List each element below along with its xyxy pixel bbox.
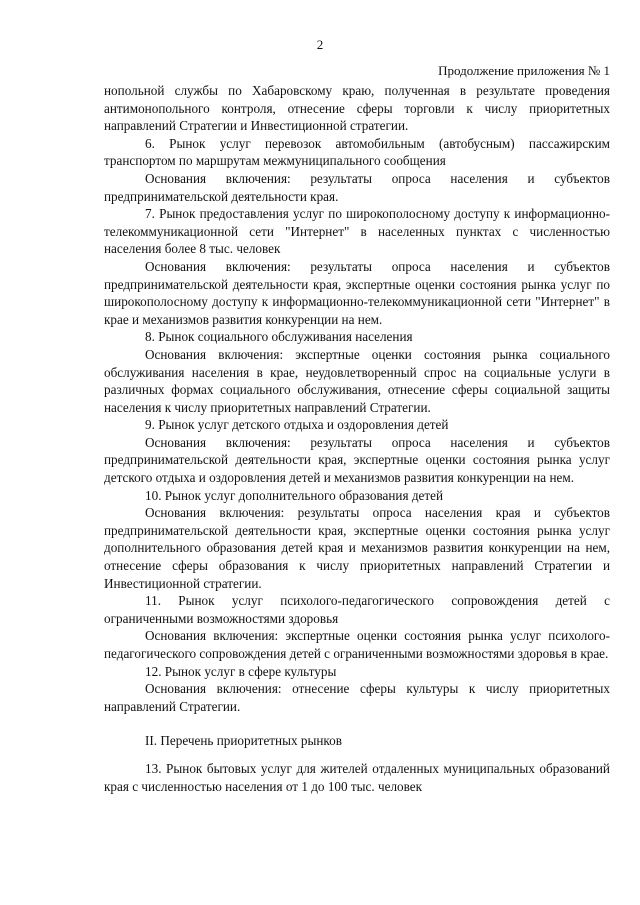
inclusion-basis: Основания включения: отнесение сферы культуры к числу приоритетных направлений Стратегии.	[104, 681, 610, 714]
market-item-11: 11. Рынок услуг психолого-педагогического сопровождения детей с ограниченными возможностями здоровья	[104, 593, 610, 626]
market-item-12: 12. Рынок услуг в сфере культуры	[145, 663, 337, 679]
market-item-9: 9. Рынок услуг детского отдыха и оздоровления детей	[145, 417, 449, 433]
market-item-7: 7. Рынок предоставления услуг по широкополосному доступу к информационно-телекоммуникационной сети "Интернет" в населенных пунктах с численностью населения более 8 тыс. человек	[104, 206, 610, 257]
inclusion-basis: Основания включения: результаты опроса населения и субъектов предпринимательской деятельности края, экспертные оценки состояния рынка услуг по широкополосному доступу к информационно-телекоммуникационной сети "Интернет" в крае и механизмов развития конкуренции на нем.	[104, 258, 610, 327]
inclusion-basis: Основания включения: экспертные оценки состояния рынка социального обслуживания населения в крае, неудовлетворенный спрос на социальные услуги в различных формах социального обслуживания, отнесение сферы социальной защиты населения к числу приоритетных направлений Стратегии.	[104, 346, 610, 415]
inclusion-basis: Основания включения: результаты опроса населения и субъектов предпринимательской деятельности края.	[104, 170, 610, 204]
paragraph: нопольной службы по Хабаровскому краю, полученная в результате проведения антимонопольного контроля, отнесение сферы торговли к числу приоритетных направлений Стратегии и Инвестиционной стратегии.	[104, 83, 610, 134]
document-body	[104, 82, 610, 795]
page-number: 2	[316, 37, 324, 52]
inclusion-basis: Основания включения: результаты опроса населения края и субъектов предпринимательской деятельности края, экспертные оценки состояния рынка услуг дополнительного образования детей края и механизмов развития конкуренции на нем, отнесение сферы образования к числу приоритетных направлений Стратегии и Инвестиционной стратегии.	[104, 505, 610, 591]
inclusion-basis: Основания включения: экспертные оценки состояния рынка услуг психолого-педагогического сопровождения детей с ограниченными возможностями здоровья в крае.	[104, 628, 610, 661]
market-item-6: 6. Рынок услуг перевозок автомобильным (автобусным) пассажирским транспортом по маршрутам межмуниципального сообщения	[104, 135, 610, 169]
market-item-10: 10. Рынок услуг дополнительного образования детей	[145, 487, 444, 503]
inclusion-basis: Основания включения: результаты опроса населения и субъектов предпринимательской деятельности края, экспертные оценки состояния рынка услуг детского отдыха и оздоровления детей и механизмов развития конкуренции на нем.	[104, 434, 610, 486]
market-item-13: 13. Рынок бытовых услуг для жителей отдаленных муниципальных образований края с численностью населения от 1 до 100 тыс. человек	[104, 760, 610, 794]
continuation-note: Продолжение приложения № 1	[438, 63, 610, 78]
section-heading: II. Перечень приоритетных рынков	[145, 733, 342, 749]
market-item-8: 8. Рынок социального обслуживания населения	[145, 329, 413, 345]
